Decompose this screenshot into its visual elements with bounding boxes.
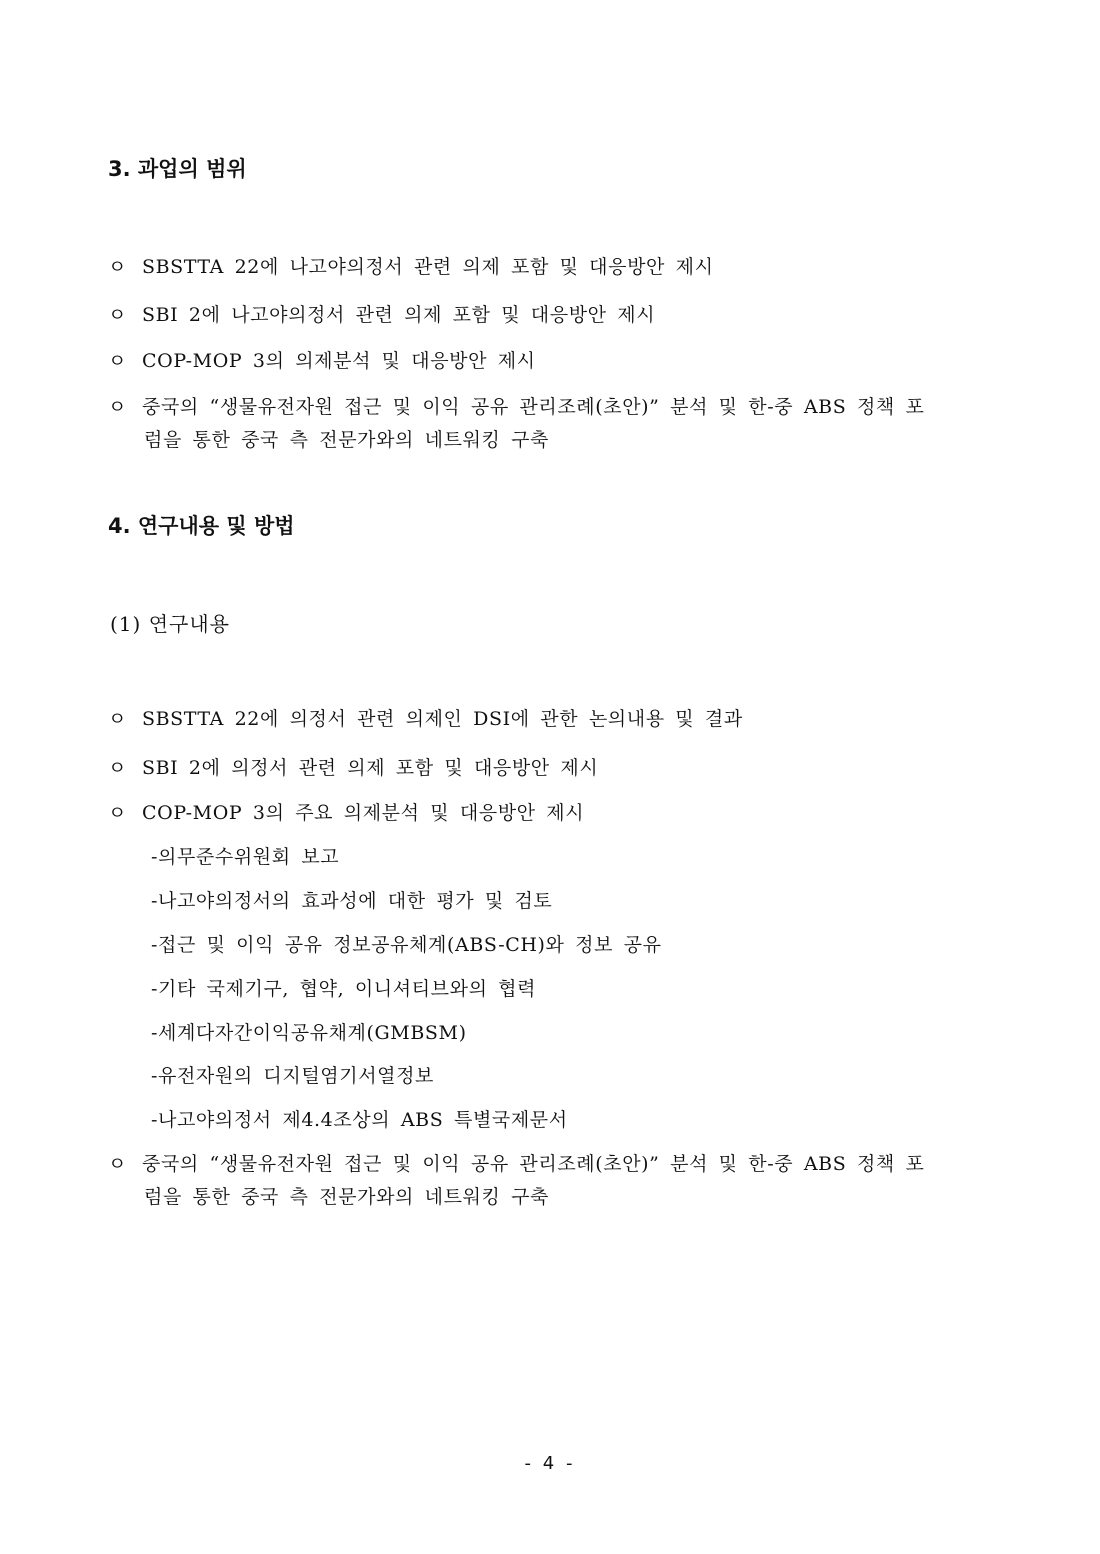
research-subitem: -의무준수위원회 보고 [151, 846, 340, 868]
research-subitem: -기타 국제기구, 협약, 이니셔티브와의 협력 [151, 978, 537, 1000]
section-heading-scope: 3. 과업의 범위 [108, 157, 247, 181]
bullet-marker: ㅇ [108, 350, 127, 372]
research-item-2 [108, 754, 998, 782]
bullet-marker: ㅇ [108, 708, 127, 730]
research-subitem: -접근 및 이익 공유 정보공유체계(ABS-CH)와 정보 공유 [151, 934, 662, 956]
research-item-3 [108, 799, 998, 827]
research-item-1 [108, 705, 998, 733]
bullet-marker: ㅇ [108, 396, 127, 418]
scope-item-1 [108, 253, 998, 281]
research-subitem: -세계다자간이익공유채계(GMBSM) [151, 1022, 467, 1044]
research-item-text: COP-MOP 3의 주요 의제분석 및 대응방안 제시 [142, 802, 585, 824]
research-subitem: -유전자원의 디지털염기서열정보 [151, 1065, 435, 1087]
scope-item-text: 중국의 “생물유전자원 접근 및 이익 공유 관리조례(초안)” 분석 및 한-중 ABS 정책 포 [142, 396, 925, 418]
scope-item-text: SBI 2에 나고야의정서 관련 의제 포함 및 대응방안 제시 [142, 304, 656, 326]
scope-item-3 [108, 347, 998, 375]
bullet-marker: ㅇ [108, 256, 127, 278]
research-item-4 [108, 1150, 998, 1211]
section-heading-research: 4. 연구내용 및 방법 [108, 514, 295, 538]
scope-item-4 [108, 393, 998, 454]
bullet-marker: ㅇ [108, 802, 127, 824]
subsection-heading-research-content: (1) 연구내용 [110, 612, 230, 636]
bullet-marker: ㅇ [108, 757, 127, 779]
research-item-text: SBSTTA 22에 의정서 관련 의제인 DSI에 관한 논의내용 및 결과 [142, 708, 743, 730]
research-item-continuation: 럼을 통한 중국 측 전문가와의 네트워킹 구축 [144, 1186, 550, 1208]
research-item-text: 중국의 “생물유전자원 접근 및 이익 공유 관리조례(초안)” 분석 및 한-중 ABS 정책 포 [142, 1153, 925, 1175]
scope-item-text: COP-MOP 3의 의제분석 및 대응방안 제시 [142, 350, 536, 372]
research-subitem: -나고야의정서 제4.4조상의 ABS 특별국제문서 [151, 1109, 568, 1131]
bullet-marker: ㅇ [108, 304, 127, 326]
research-subitem: -나고야의정서의 효과성에 대한 평가 및 검토 [151, 890, 553, 912]
research-item-text: SBI 2에 의정서 관련 의제 포함 및 대응방안 제시 [142, 757, 599, 779]
scope-item-2 [108, 301, 998, 329]
bullet-marker: ㅇ [108, 1153, 127, 1175]
scope-item-text: SBSTTA 22에 나고야의정서 관련 의제 포함 및 대응방안 제시 [142, 256, 714, 278]
scope-item-continuation: 럼을 통한 중국 측 전문가와의 네트워킹 구축 [144, 429, 550, 451]
page-number: - 4 - [524, 1453, 576, 1474]
